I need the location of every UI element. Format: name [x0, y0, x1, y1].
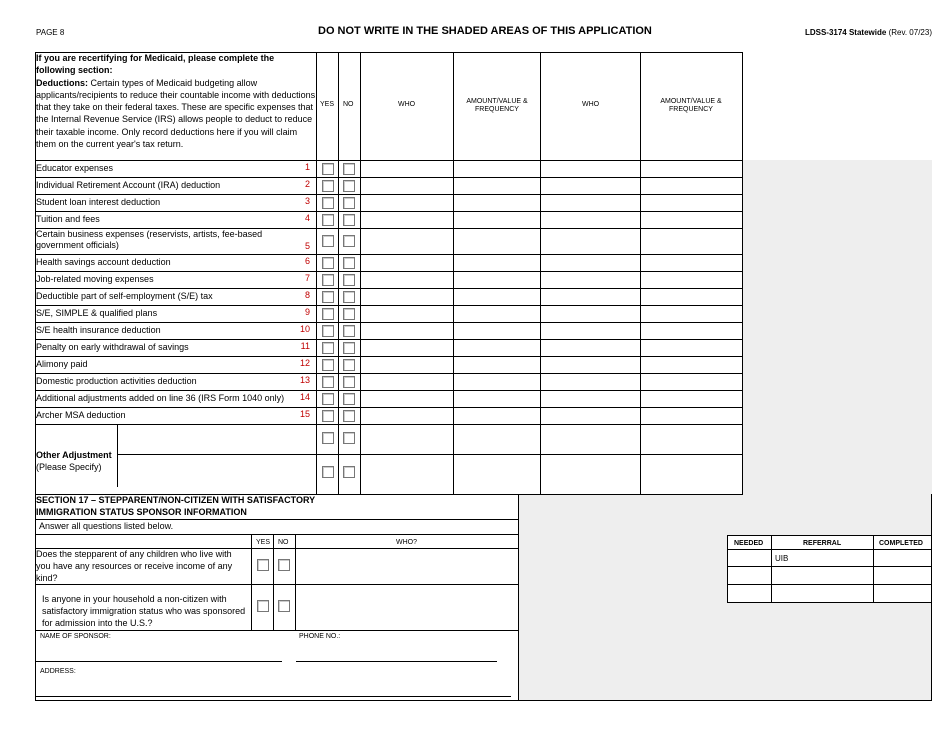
deduction-label: Additional adjustments added on line 36 (IRS Form 1040 only) — [36, 393, 285, 403]
deduction-yes-checkbox[interactable] — [322, 393, 334, 405]
row-border — [35, 194, 743, 195]
s17-col-yes: YES — [256, 539, 271, 546]
phone-label: PHONE NO.: — [299, 633, 341, 640]
row-border — [35, 407, 743, 408]
deduction-number: 5 — [304, 241, 310, 251]
deduction-number: 3 — [304, 196, 310, 206]
deduction-yes-checkbox[interactable] — [322, 257, 334, 269]
sponsor-name-line[interactable] — [36, 661, 282, 662]
row-border — [35, 339, 743, 340]
deduction-no-checkbox[interactable] — [343, 291, 355, 303]
deduction-number: 4 — [304, 213, 310, 223]
other-adjustment-sub: (Please Specify) — [36, 462, 102, 472]
page-number: PAGE 8 — [36, 28, 65, 37]
row-border — [35, 271, 743, 272]
deduction-no-checkbox[interactable] — [343, 342, 355, 354]
section17-title-1: SECTION 17 – STEPPARENT/NON-CITIZEN WITH SATISFACTORY — [36, 495, 316, 505]
deduction-no-checkbox[interactable] — [343, 308, 355, 320]
deduction-label: Educator expenses — [36, 163, 114, 173]
form-id — [805, 28, 932, 37]
deduction-yes-checkbox[interactable] — [322, 376, 334, 388]
s17-col — [273, 534, 274, 630]
deduction-yes-checkbox[interactable] — [322, 274, 334, 286]
deduction-label: S/E health insurance deduction — [36, 325, 161, 335]
deduction-yes-checkbox[interactable] — [322, 308, 334, 320]
office-col — [873, 535, 874, 602]
deduction-number: 12 — [299, 358, 310, 368]
deduction-number: 11 — [300, 341, 310, 351]
s17-right-border — [518, 494, 519, 701]
deduction-number: 14 — [299, 392, 310, 402]
office-referral-header: REFERRAL — [803, 540, 842, 547]
row-border — [117, 454, 743, 455]
row-border — [35, 288, 743, 289]
s17-col-no: NO — [278, 539, 289, 546]
section17-title-2: IMMIGRATION STATUS SPONSOR INFORMATION — [36, 507, 247, 517]
col-who-header-2: WHO — [582, 101, 600, 108]
deduction-no-checkbox[interactable] — [343, 180, 355, 192]
other-no-checkbox[interactable] — [343, 432, 355, 444]
deduction-label: Deductible part of self-employment (S/E) tax — [36, 291, 213, 301]
row-border — [35, 356, 743, 357]
section17-instruction: Answer all questions listed below. — [39, 521, 174, 531]
deduction-no-checkbox[interactable] — [343, 359, 355, 371]
office-col — [771, 535, 772, 602]
col-who-header-1: WHO — [398, 101, 416, 108]
deduction-number: 6 — [304, 256, 310, 266]
deduction-label: Archer MSA deduction — [36, 410, 126, 420]
office-row — [727, 584, 932, 585]
s17-question-2: Is anyone in your household a non-citizen with satisfactory immigration status who was sponsored for admission into the U.S.? — [42, 594, 246, 628]
deduction-label: Job-related moving expenses — [36, 274, 154, 284]
deduction-yes-checkbox[interactable] — [322, 197, 334, 209]
col-border — [117, 424, 118, 487]
intro-heading: If you are recertifying for Medicaid, please complete the following section: — [36, 53, 275, 76]
row-border — [35, 211, 743, 212]
s17-left-border — [35, 494, 36, 701]
deduction-no-checkbox[interactable] — [343, 214, 355, 226]
col-border — [540, 52, 541, 494]
s17-q1-who-field[interactable] — [298, 549, 518, 583]
s17-col — [295, 534, 296, 630]
deduction-number: 10 — [299, 324, 310, 334]
deduction-label: Certain business expenses (reservists, artists, fee-based government officials) — [36, 229, 263, 250]
s17-bottom — [35, 700, 519, 701]
s17-q2-who-field[interactable] — [298, 585, 518, 629]
deduction-yes-checkbox[interactable] — [322, 325, 334, 337]
s17-col — [251, 534, 252, 630]
s17-col-who: WHO? — [396, 539, 417, 546]
other-yes-checkbox[interactable] — [322, 432, 334, 444]
office-row — [727, 566, 932, 567]
form-number: LDSS-3174 Statewide — [804, 28, 887, 37]
address-line[interactable] — [36, 696, 511, 697]
col-border — [640, 52, 641, 494]
intro-label: Deductions: — [36, 77, 89, 88]
deduction-no-checkbox[interactable] — [343, 163, 355, 175]
office-needed-header: NEEDED — [734, 540, 764, 547]
deduction-number: 15 — [299, 409, 310, 419]
s17-rule — [35, 534, 519, 535]
row-border — [35, 424, 743, 425]
col-border — [453, 52, 454, 494]
col-no-header: NO — [343, 101, 354, 108]
deduction-label: Student loan interest deduction — [36, 197, 161, 207]
header-bottom-border — [35, 160, 743, 161]
deduction-yes-checkbox[interactable] — [322, 180, 334, 192]
page-title: DO NOT WRITE IN THE SHADED AREAS OF THIS APPLICATION — [318, 25, 652, 37]
deduction-no-checkbox[interactable] — [343, 257, 355, 269]
phone-line[interactable] — [296, 661, 497, 662]
deduction-number: 1 — [304, 162, 310, 172]
deduction-no-checkbox[interactable] — [343, 274, 355, 286]
deduction-label: Domestic production activities deduction — [36, 376, 197, 386]
row-border — [35, 254, 743, 255]
other-no-checkbox[interactable] — [343, 466, 355, 478]
row-border — [35, 305, 743, 306]
deduction-number: 13 — [299, 375, 310, 385]
shaded-area-right — [742, 160, 932, 494]
deduction-yes-checkbox[interactable] — [322, 163, 334, 175]
office-row — [727, 602, 932, 603]
office-row — [727, 535, 932, 536]
form-revision: (Rev. 07/23) — [888, 28, 932, 37]
col-border — [316, 52, 317, 494]
deduction-yes-checkbox[interactable] — [322, 410, 334, 422]
deduction-yes-checkbox[interactable] — [322, 214, 334, 226]
deduction-no-checkbox[interactable] — [343, 410, 355, 422]
col-border — [338, 52, 339, 494]
deduction-label: Alimony paid — [36, 359, 88, 369]
deduction-number: 8 — [304, 290, 310, 300]
deduction-yes-checkbox[interactable] — [322, 235, 334, 247]
deduction-label: S/E, SIMPLE & qualified plans — [36, 308, 158, 318]
intro-text: Certain types of Medicaid budgeting allow applicants/recipients to reduce their countable income with deductions that they take on their federal taxes. These are specific expenses that the Internal Revenue Service (IRS) allows people to deduct to reduce their taxable income. Only record deductions here if you will claim them on the current year's tax return. — [36, 77, 316, 150]
deduction-yes-checkbox[interactable] — [322, 342, 334, 354]
office-col — [931, 535, 932, 602]
s17-question-1: Does the stepparent of any children who live with you have any resources or receive income of any kind? — [36, 549, 233, 583]
deduction-number: 9 — [304, 307, 310, 317]
deduction-number: 2 — [304, 179, 310, 189]
office-bottom — [518, 700, 932, 701]
col-amount-header-2: AMOUNT/VALUE & FREQUENCY — [660, 98, 722, 113]
s17-q2-yes-checkbox[interactable] — [257, 600, 269, 612]
col-border — [742, 52, 743, 494]
office-uib: UIB — [775, 554, 789, 563]
col-border — [360, 52, 361, 494]
deduction-no-checkbox[interactable] — [343, 393, 355, 405]
col-amount-header-1: AMOUNT/VALUE & FREQUENCY — [466, 98, 528, 113]
deduction-no-checkbox[interactable] — [343, 325, 355, 337]
deduction-no-checkbox[interactable] — [343, 235, 355, 247]
col-yes-header: YES — [320, 101, 335, 108]
deduction-label: Health savings account deduction — [36, 257, 171, 267]
deductions-intro — [36, 52, 316, 150]
row-border — [35, 177, 743, 178]
s17-q1-yes-checkbox[interactable] — [257, 559, 269, 571]
sponsor-name-label: NAME OF SPONSOR: — [40, 633, 111, 640]
row-border — [35, 322, 743, 323]
deduction-label: Penalty on early withdrawal of savings — [36, 342, 189, 352]
row-border — [35, 390, 743, 391]
deduction-yes-checkbox[interactable] — [322, 291, 334, 303]
deduction-yes-checkbox[interactable] — [322, 359, 334, 371]
deduction-number: 7 — [304, 273, 310, 283]
office-col — [727, 535, 728, 602]
row-border — [35, 373, 743, 374]
deduction-label: Tuition and fees — [36, 214, 100, 224]
s17-q2-no-checkbox[interactable] — [278, 600, 290, 612]
other-adjustment-label: Other Adjustment — [36, 450, 112, 460]
office-completed-header: COMPLETED — [879, 540, 923, 547]
deduction-no-checkbox[interactable] — [343, 197, 355, 209]
address-label: ADDRESS: — [40, 668, 76, 675]
deduction-label: Individual Retirement Account (IRA) deduction — [36, 180, 221, 190]
other-yes-checkbox[interactable] — [322, 466, 334, 478]
s17-q1-no-checkbox[interactable] — [278, 559, 290, 571]
deduction-no-checkbox[interactable] — [343, 376, 355, 388]
